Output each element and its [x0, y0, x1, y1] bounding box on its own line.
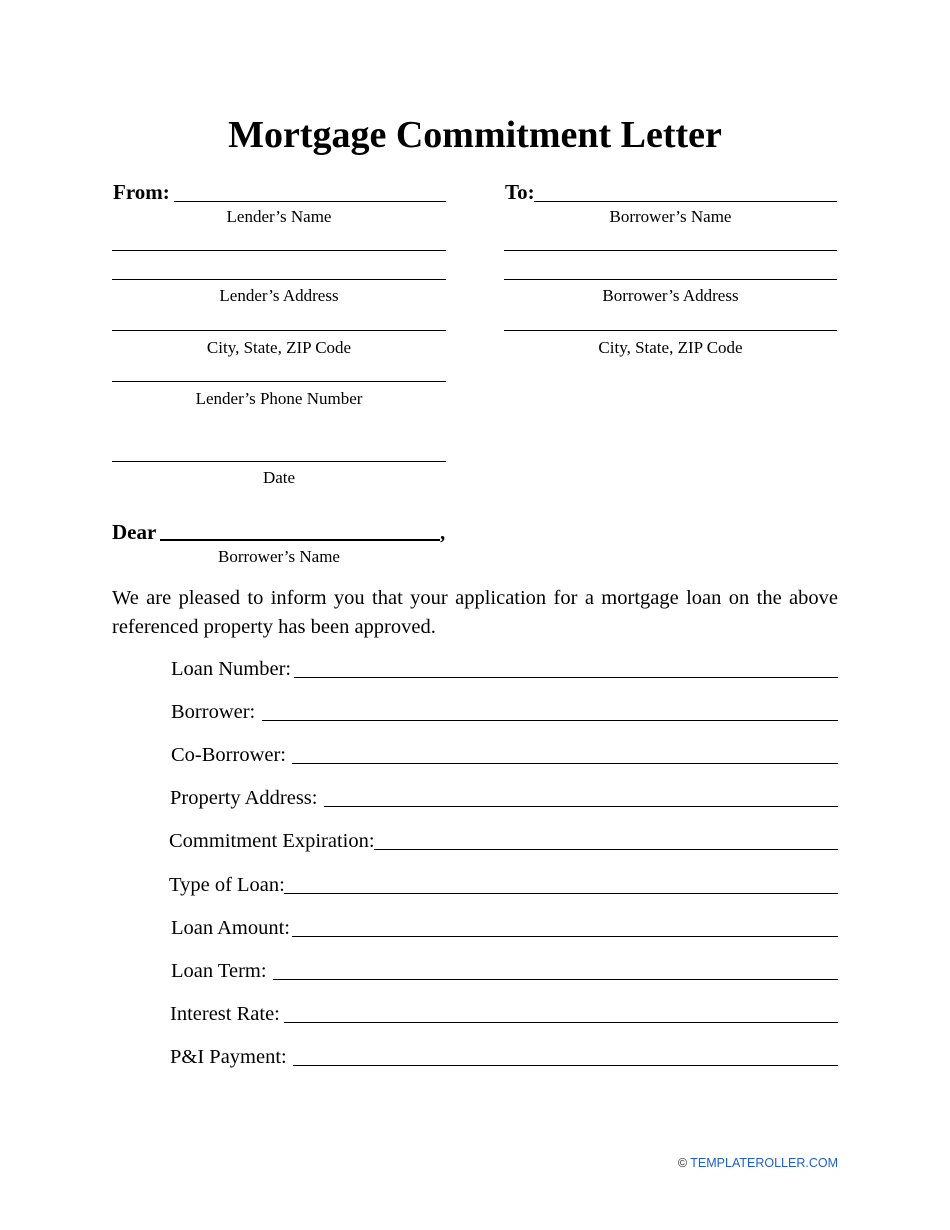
- field-label-commitment-expiration: Commitment Expiration:: [169, 830, 375, 852]
- field-label-borrower: Borrower:: [171, 701, 256, 723]
- field-line-property-address[interactable]: [324, 806, 838, 807]
- borrower-address-line-2[interactable]: [504, 279, 837, 280]
- borrower-city-line[interactable]: [504, 330, 837, 331]
- field-label-loan-term: Loan Term:: [171, 960, 267, 982]
- borrower-name-caption: Borrower’s Name: [609, 207, 732, 226]
- to-label: To:: [505, 180, 535, 204]
- field-label-property-address: Property Address:: [170, 787, 318, 809]
- copyright-symbol: ©: [677, 1156, 688, 1170]
- borrower-address-caption: Borrower’s Address: [602, 286, 739, 305]
- field-label-co-borrower: Co-Borrower:: [171, 744, 287, 766]
- dear-label: Dear: [112, 520, 157, 544]
- borrower-name-line[interactable]: [534, 201, 837, 202]
- lender-phone-caption: Lender’s Phone Number: [195, 389, 363, 408]
- field-label-loan-amount: Loan Amount:: [171, 917, 291, 939]
- footer-site-link[interactable]: TEMPLATEROLLER.COM: [690, 1156, 838, 1170]
- footer: [678, 1155, 838, 1171]
- field-line-loan-term[interactable]: [273, 979, 838, 980]
- field-line-co-borrower[interactable]: [292, 763, 838, 764]
- lender-address-line-1[interactable]: [112, 250, 446, 251]
- field-label-loan-number: Loan Number:: [171, 658, 292, 680]
- field-label-interest-rate: Interest Rate:: [170, 1003, 280, 1025]
- field-line-commitment-expiration[interactable]: [374, 849, 838, 850]
- borrower-address-line-1[interactable]: [504, 250, 837, 251]
- field-label-p-i-payment: P&I Payment:: [170, 1046, 287, 1068]
- lender-address-line-2[interactable]: [112, 279, 446, 280]
- date-caption: Date: [262, 468, 296, 487]
- borrower-city-caption: City, State, ZIP Code: [598, 338, 743, 357]
- lender-phone-line[interactable]: [112, 381, 446, 382]
- field-label-type-of-loan: Type of Loan:: [169, 874, 285, 896]
- dear-name-line[interactable]: [160, 539, 440, 541]
- from-label: From:: [113, 180, 170, 204]
- dear-caption: Borrower’s Name: [218, 547, 340, 566]
- field-line-loan-amount[interactable]: [292, 936, 838, 937]
- page-title: Mortgage Commitment Letter: [228, 114, 722, 156]
- field-line-borrower[interactable]: [262, 720, 838, 721]
- date-line[interactable]: [112, 461, 446, 462]
- body-paragraph: We are pleased to inform you that your application for a mortgage loan on the above referenced property has been approved.: [112, 587, 838, 638]
- lender-name-caption: Lender’s Name: [226, 207, 332, 226]
- field-line-type-of-loan[interactable]: [284, 893, 838, 894]
- lender-address-caption: Lender’s Address: [219, 286, 339, 305]
- lender-city-caption: City, State, ZIP Code: [206, 338, 352, 357]
- field-line-p-i-payment[interactable]: [293, 1065, 838, 1066]
- field-line-interest-rate[interactable]: [284, 1022, 838, 1023]
- field-line-loan-number[interactable]: [294, 677, 838, 678]
- lender-city-line[interactable]: [112, 330, 446, 331]
- dear-comma: ,: [440, 520, 446, 544]
- lender-name-line[interactable]: [174, 201, 446, 202]
